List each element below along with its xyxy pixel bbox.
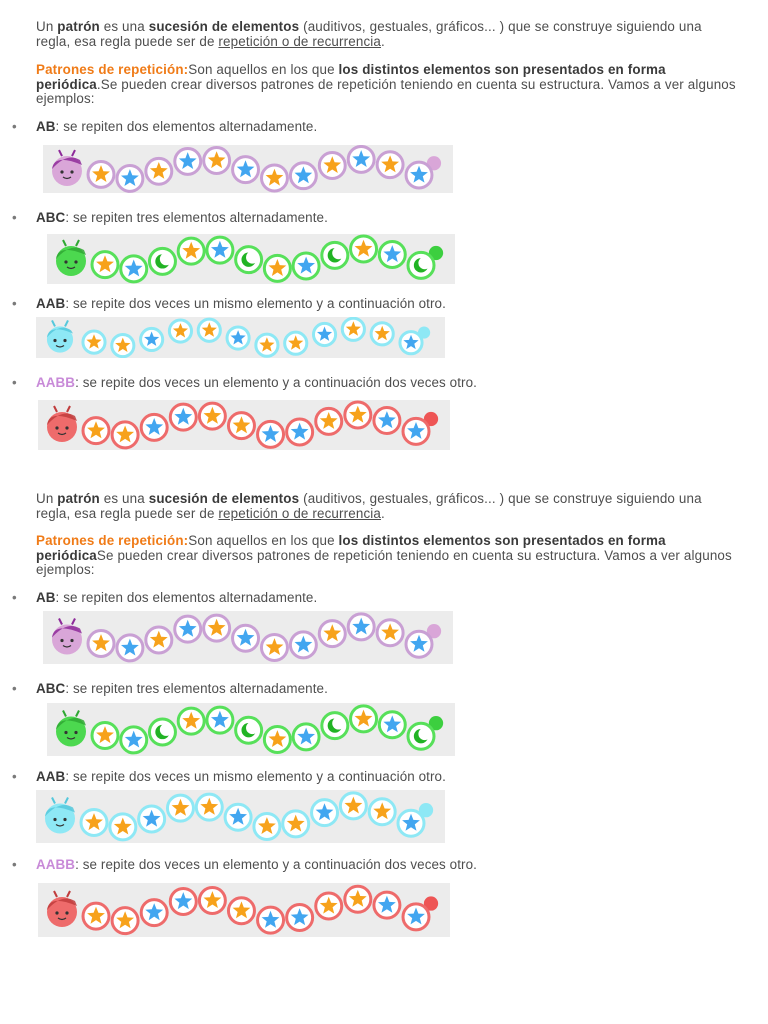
text: (auditivos, gestuales, gráficos... ) que se construye siguiendo una regla, esa regla puede ser de — [36, 491, 702, 521]
caterpillar-segment-orange-star — [264, 726, 290, 752]
pattern-description: : se repite dos veces un elemento y a continuación dos veces otro. — [75, 375, 477, 390]
caterpillar-segment-orange-star — [342, 318, 364, 340]
caterpillar-segment-blue-star — [117, 635, 143, 661]
caterpillar-segment-blue-star — [348, 146, 374, 172]
caterpillar-segment-orange-star — [316, 408, 342, 434]
caterpillar-segment-blue-star — [207, 707, 233, 733]
heading-term: Patrones de repetición: — [36, 533, 189, 548]
pattern-item-aab — [12, 769, 446, 784]
caterpillar-segment-orange-star — [92, 722, 118, 748]
caterpillar-segment-orange-star — [146, 627, 172, 653]
caterpillar-segment-blue-star — [374, 892, 400, 918]
caterpillar-segment-orange-star — [112, 334, 134, 356]
intro-paragraph — [36, 20, 736, 49]
caterpillar-segment-blue-star — [379, 712, 405, 738]
caterpillar-segment-orange-star — [254, 813, 280, 839]
caterpillar-svg — [38, 883, 450, 937]
text: . — [381, 33, 385, 49]
caterpillar-segment-blue-star — [139, 806, 165, 832]
caterpillar-head — [47, 891, 77, 927]
pattern-item-abc — [12, 681, 328, 696]
pattern-description: : se repiten tres elementos alternadamente. — [65, 210, 328, 225]
caterpillar-segment-blue-star — [403, 418, 429, 444]
caterpillar-segment-blue-star — [398, 810, 424, 836]
pattern-item-abc — [12, 210, 328, 225]
caterpillar-segment-blue-star — [141, 414, 167, 440]
caterpillar-aab-image — [36, 790, 445, 843]
caterpillar-segment-green-moon — [322, 713, 348, 739]
caterpillar-abc-image — [47, 703, 455, 756]
bullet-icon: • — [12, 590, 17, 605]
caterpillar-segment-blue-star — [170, 888, 196, 914]
caterpillar-segment-orange-star — [112, 422, 138, 448]
caterpillar-segment-orange-star — [345, 886, 371, 912]
caterpillar-segment-orange-star — [228, 413, 254, 439]
caterpillar-segment-blue-star — [121, 727, 147, 753]
caterpillar-segment-blue-star — [141, 328, 163, 350]
caterpillar-abc-image — [47, 234, 455, 284]
bullet-icon: • — [12, 375, 17, 390]
bold-term: patrón — [57, 19, 100, 34]
text: Un — [36, 491, 58, 506]
caterpillar-segment-orange-star — [377, 152, 403, 178]
intro-paragraph — [36, 492, 736, 521]
pattern-code: ABC — [36, 210, 66, 225]
caterpillar-segment-blue-star — [348, 614, 374, 640]
bullet-icon: • — [12, 681, 17, 696]
caterpillar-segment-orange-star — [196, 794, 222, 820]
underlined-term: repetición o de recurrencia — [218, 33, 382, 49]
caterpillar-segment-blue-star — [400, 332, 422, 354]
caterpillar-segment-orange-star — [110, 814, 136, 840]
bullet-icon: • — [12, 210, 17, 225]
bold-term: los distintos elementos son presentados en forma periódica — [36, 533, 666, 563]
pattern-item-aabb — [12, 857, 477, 872]
definition-paragraph — [36, 534, 736, 578]
caterpillar-segment-orange-star — [351, 706, 377, 732]
caterpillar-segment-blue-star — [258, 421, 284, 447]
caterpillar-aab-image — [36, 317, 445, 358]
pattern-code: AAB — [36, 296, 66, 311]
text: Se pueden crear diversos patrones de repetición teniendo en cuenta su estructura. Vamos a ver algunos ejemplos: — [36, 547, 732, 577]
caterpillar-segment-blue-star — [312, 800, 338, 826]
pattern-item-ab — [12, 590, 318, 605]
caterpillar-segment-orange-star — [369, 799, 395, 825]
caterpillar-segment-orange-star — [169, 320, 191, 342]
caterpillar-segment-orange-star — [228, 898, 254, 924]
bullet-icon: • — [12, 769, 17, 784]
caterpillar-segment-blue-star — [258, 907, 284, 933]
caterpillar-svg — [43, 611, 453, 664]
caterpillar-segment-orange-star — [285, 332, 307, 354]
caterpillar-segment-orange-star — [92, 252, 118, 278]
caterpillar-segment-green-moon — [236, 717, 262, 743]
bold-term: sucesión de elementos — [148, 491, 300, 506]
text: (auditivos, gestuales, gráficos... ) que se construye siguiendo una regla, esa regla puede ser de — [36, 19, 702, 49]
caterpillar-segment-green-moon — [236, 247, 262, 273]
caterpillar-segment-orange-star — [261, 165, 287, 191]
caterpillar-segment-blue-star — [290, 163, 316, 189]
caterpillar-ab-image — [43, 145, 453, 193]
caterpillar-segment-orange-star — [319, 621, 345, 647]
caterpillar-head — [52, 619, 82, 655]
caterpillar-segment-blue-star — [227, 327, 249, 349]
caterpillar-svg — [47, 234, 455, 284]
caterpillar-segment-blue-star — [293, 253, 319, 279]
pattern-description: : se repiten tres elementos alternadamente. — [65, 681, 328, 696]
caterpillar-segment-orange-star — [204, 148, 230, 174]
pattern-description: : se repiten dos elementos alternadamente. — [55, 119, 318, 134]
heading-term: Patrones de repetición: — [36, 62, 189, 77]
pattern-code: AAB — [36, 769, 66, 784]
caterpillar-segment-blue-star — [379, 242, 405, 268]
caterpillar-segment-blue-star — [374, 408, 400, 434]
caterpillar-ab-image — [43, 611, 453, 664]
pattern-description: : se repite dos veces un mismo elemento y a continuación otro. — [65, 769, 446, 784]
caterpillar-segment-orange-star — [146, 158, 172, 184]
caterpillar-segment-blue-star — [406, 162, 432, 188]
caterpillar-segment-blue-star — [175, 616, 201, 642]
underlined-term: repetición o de recurrencia — [218, 505, 382, 521]
caterpillar-segment-green-moon — [149, 719, 175, 745]
pattern-item-aabb — [12, 375, 477, 390]
caterpillar-segment-orange-star — [178, 238, 204, 264]
caterpillar-segment-orange-star — [83, 903, 109, 929]
caterpillar-segment-green-moon — [408, 723, 434, 749]
caterpillar-segment-orange-star — [340, 793, 366, 819]
caterpillar-segment-orange-star — [81, 809, 107, 835]
caterpillar-segment-blue-star — [207, 237, 233, 263]
caterpillar-segment-blue-star — [290, 632, 316, 658]
caterpillar-segment-blue-star — [170, 404, 196, 430]
caterpillar-head — [45, 798, 75, 834]
text: es una — [99, 19, 149, 34]
caterpillar-segment-blue-star — [233, 625, 259, 651]
caterpillar-aabb-image — [38, 400, 450, 450]
text: Son aquellos en los que — [188, 62, 339, 77]
bold-term: los distintos elementos son presentados en forma periódica — [36, 62, 666, 92]
caterpillar-segment-orange-star — [204, 615, 230, 641]
pattern-code: AB — [36, 119, 56, 134]
bold-term: patrón — [57, 491, 100, 506]
caterpillar-segment-blue-star — [225, 804, 251, 830]
caterpillar-head — [47, 406, 77, 442]
caterpillar-segment-blue-star — [233, 157, 259, 183]
pattern-description: : se repite dos veces un elemento y a continuación dos veces otro. — [75, 857, 477, 872]
text: . — [381, 505, 385, 521]
pattern-code: AABB — [36, 857, 76, 872]
bold-term: sucesión de elementos — [148, 19, 300, 34]
caterpillar-segment-blue-star — [175, 148, 201, 174]
caterpillar-segment-orange-star — [178, 708, 204, 734]
caterpillar-segment-orange-star — [199, 887, 225, 913]
caterpillar-segment-blue-star — [293, 724, 319, 750]
caterpillar-segment-blue-star — [313, 323, 335, 345]
caterpillar-aabb-image — [38, 883, 450, 937]
caterpillar-segment-blue-star — [403, 904, 429, 930]
caterpillar-segment-orange-star — [264, 255, 290, 281]
caterpillar-segment-blue-star — [287, 419, 313, 445]
caterpillar-segment-orange-star — [88, 161, 114, 187]
caterpillar-head — [52, 150, 82, 186]
pattern-description: : se repiten dos elementos alternadamente. — [55, 590, 318, 605]
text: es una — [99, 491, 149, 506]
caterpillar-head — [47, 320, 73, 352]
caterpillar-segment-blue-star — [117, 165, 143, 191]
pattern-item-aab — [12, 296, 446, 311]
pattern-code: AABB — [36, 375, 76, 390]
caterpillar-head — [56, 240, 86, 276]
caterpillar-segment-orange-star — [316, 893, 342, 919]
pattern-description: : se repite dos veces un mismo elemento y a continuación otro. — [65, 296, 446, 311]
caterpillar-segment-orange-star — [83, 418, 109, 444]
pattern-code: ABC — [36, 681, 66, 696]
caterpillar-segment-orange-star — [351, 236, 377, 262]
caterpillar-segment-green-moon — [149, 248, 175, 274]
text: Un — [36, 19, 58, 34]
caterpillar-segment-orange-star — [167, 795, 193, 821]
caterpillar-segment-blue-star — [121, 256, 147, 282]
caterpillar-segment-orange-star — [371, 323, 393, 345]
caterpillar-head — [56, 711, 86, 747]
bullet-icon: • — [12, 857, 17, 872]
caterpillar-segment-green-moon — [322, 242, 348, 268]
caterpillar-segment-orange-star — [198, 319, 220, 341]
caterpillar-segment-orange-star — [199, 403, 225, 429]
definition-paragraph — [36, 63, 736, 107]
text: Son aquellos en los que — [188, 533, 339, 548]
caterpillar-segment-blue-star — [287, 905, 313, 931]
caterpillar-segment-orange-star — [112, 908, 138, 934]
caterpillar-segment-orange-star — [283, 811, 309, 837]
caterpillar-segment-orange-star — [345, 402, 371, 428]
caterpillar-segment-orange-star — [377, 620, 403, 646]
caterpillar-svg — [47, 703, 455, 756]
caterpillar-segment-blue-star — [406, 631, 432, 657]
bullet-icon: • — [12, 119, 17, 134]
bullet-icon: • — [12, 296, 17, 311]
caterpillar-segment-blue-star — [141, 900, 167, 926]
text: .Se pueden crear diversos patrones de repetición teniendo en cuenta su estructura. Vamos a ver algunos ejemplos: — [36, 76, 736, 106]
caterpillar-svg — [36, 317, 445, 358]
caterpillar-segment-orange-star — [319, 153, 345, 179]
caterpillar-segment-orange-star — [88, 630, 114, 656]
caterpillar-segment-orange-star — [261, 634, 287, 660]
caterpillar-svg — [36, 790, 445, 843]
pattern-code: AB — [36, 590, 56, 605]
caterpillar-svg — [43, 145, 453, 193]
caterpillar-segment-green-moon — [408, 252, 434, 278]
caterpillar-svg — [38, 400, 450, 450]
caterpillar-segment-orange-star — [256, 334, 278, 356]
pattern-item-ab — [12, 119, 318, 134]
caterpillar-segment-orange-star — [83, 331, 105, 353]
